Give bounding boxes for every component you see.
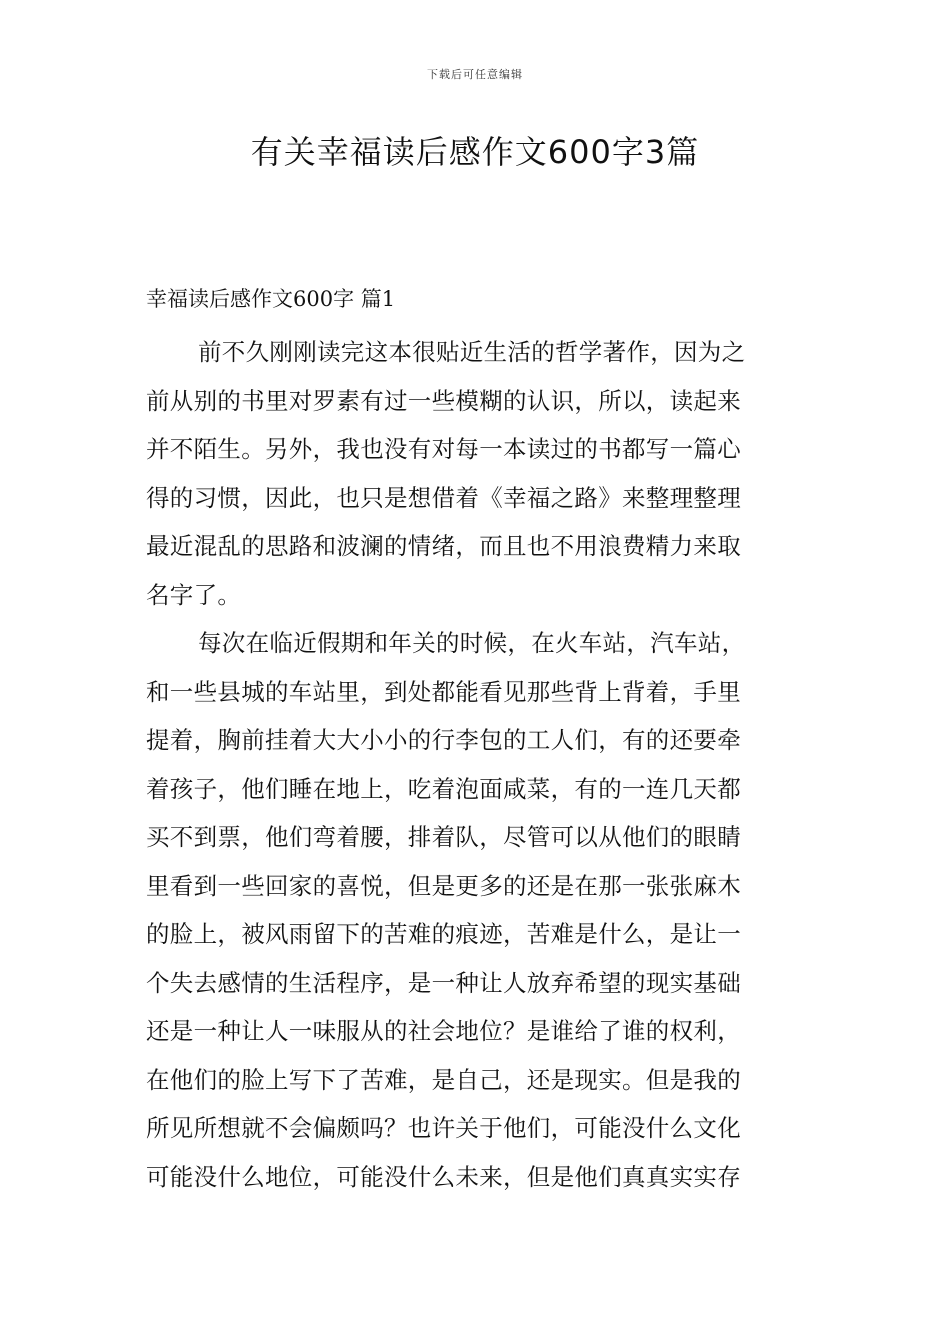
- text-line: 还是一种让人一味服从的社会地位？是谁给了谁的权利，: [146, 1017, 741, 1045]
- text-line: 里看到一些回家的喜悦，但是更多的还是在那一张张麻木: [146, 871, 741, 900]
- text-line: 名字了。: [146, 580, 242, 609]
- text-line: 并不陌生。另外，我也没有对每一本读过的书都写一篇心: [146, 435, 741, 463]
- text-line: 和一些县城的车站里，到处都能看见那些背上背着，手里: [146, 677, 741, 706]
- paragraph-2: [146, 619, 806, 1201]
- text-line: 在他们的脸上写下了苦难，是自己，还是现实。但是我的: [146, 1065, 741, 1094]
- text-line: 前从别的书里对罗素有过一些模糊的认识，所以，读起来: [146, 386, 741, 415]
- text-line: 所见所想就不会偏颇吗？也许关于他们，可能没什么文化: [146, 1114, 741, 1142]
- text-line: 的脸上，被风雨留下的苦难的痕迹，苦难是什么，是让一: [146, 920, 741, 948]
- text-line: 每次在临近假期和年关的时候，在火车站，汽车站，: [198, 629, 746, 657]
- text-line: 最近混乱的思路和波澜的情绪，而且也不用浪费精力来取: [146, 532, 741, 560]
- document-title: 有关幸福读后感作文600字3篇: [250, 133, 700, 171]
- text-line: 个失去感情的生活程序，是一种让人放弃希望的现实基础: [146, 968, 741, 997]
- paragraph-1: [146, 328, 806, 619]
- header-note: 下载后可任意编辑: [427, 68, 523, 81]
- section-heading: 幸福读后感作文600字 篇1: [146, 287, 396, 311]
- text-line: 提着，胸前挂着大大小小的行李包的工人们，有的还要牵: [146, 726, 741, 754]
- document-body: [146, 328, 806, 1201]
- text-line: 买不到票，他们弯着腰，排着队，尽管可以从他们的眼睛: [146, 823, 741, 851]
- text-line: 可能没什么地位，可能没什么未来，但是他们真真实实存: [146, 1162, 741, 1191]
- text-line: 得的习惯，因此，也只是想借着《幸福之路》来整理整理: [146, 483, 741, 512]
- text-line: 前不久刚刚读完这本很贴近生活的哲学著作，因为之: [198, 338, 746, 366]
- text-line: 着孩子，他们睡在地上，吃着泡面咸菜，有的一连几天都: [146, 774, 741, 803]
